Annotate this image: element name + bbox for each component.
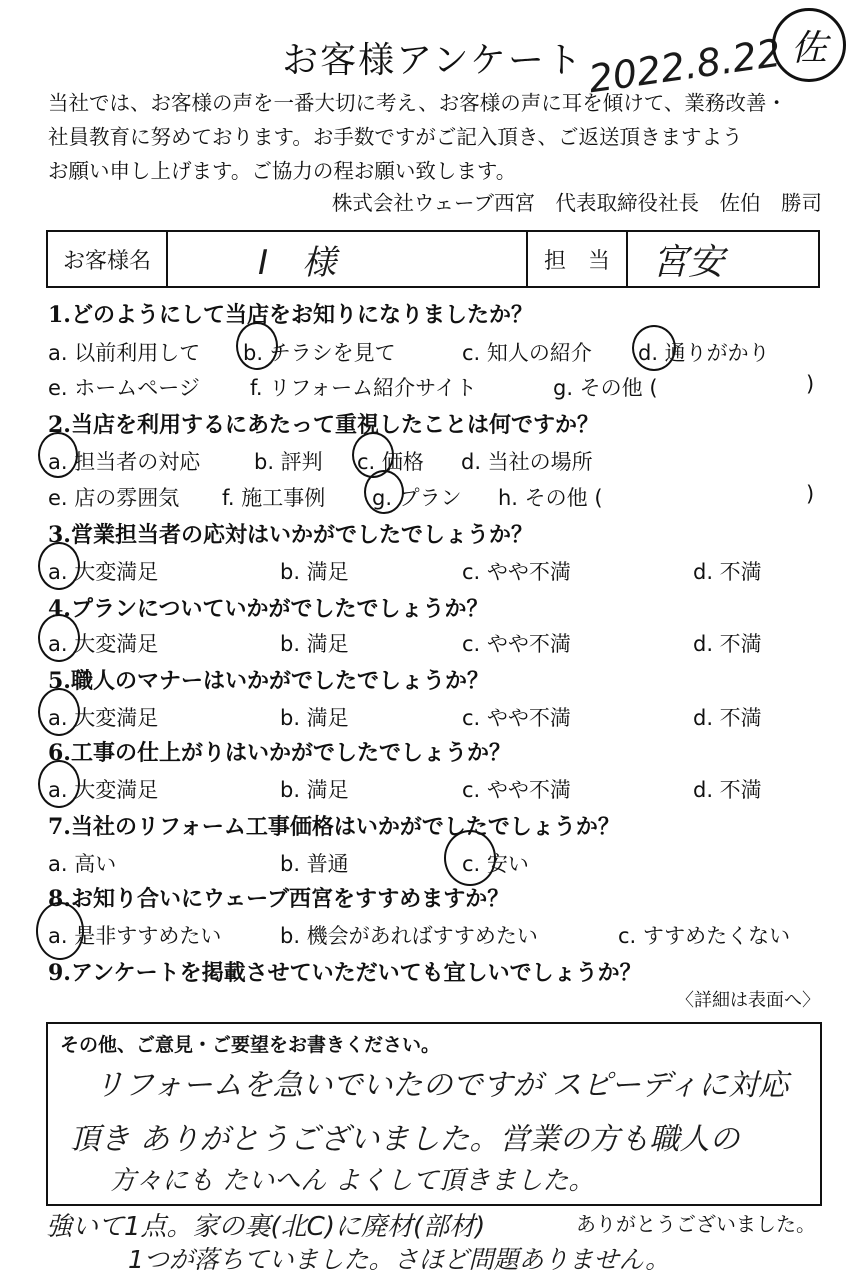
footer-handwritten-line-2: 1つが落ちていました。さほど問題ありません。 bbox=[128, 1245, 671, 1274]
q6-option-c[interactable]: c. やや不満 bbox=[462, 778, 571, 802]
question-text: プランについていかがでしたでしょうか？ bbox=[70, 596, 489, 622]
q2-option-g[interactable]: g. プラン bbox=[372, 486, 462, 510]
question-number: 2. bbox=[48, 412, 71, 438]
q5-option-c[interactable]: c. やや不満 bbox=[462, 706, 571, 730]
staff-cell bbox=[628, 232, 818, 286]
question-3 bbox=[48, 518, 533, 549]
question-number: 3. bbox=[48, 522, 71, 548]
answer-circle-q5-a bbox=[38, 688, 80, 736]
question-text: 当社のリフォーム工事価格はいかがでしたでしょうか？ bbox=[70, 814, 620, 840]
q8-option-c[interactable]: c. すすめたくない bbox=[618, 924, 791, 948]
question-6 bbox=[48, 736, 511, 767]
handwritten-date: 2022.8.22 bbox=[585, 30, 784, 102]
question-text: 当店を利用するにあたって重視したことは何ですか？ bbox=[70, 412, 599, 438]
q2-option-a[interactable]: a. 担当者の対応 bbox=[48, 450, 201, 474]
intro-line-3: お願い申し上げます。ご協力の程お願い致します。 bbox=[48, 159, 517, 183]
question-text: お知り合いにウェーブ西宮をすすめますか？ bbox=[70, 886, 510, 912]
customer-header-table bbox=[46, 230, 820, 288]
intro-line-1: 当社では、お客様の声を一番大切に考え、お客様の声に耳を傾けて、業務改善・ bbox=[48, 91, 787, 115]
question-1 bbox=[48, 298, 533, 329]
question-9 bbox=[48, 956, 642, 987]
question-number: 9. bbox=[48, 960, 71, 986]
answer-circle-q8-a bbox=[36, 902, 84, 960]
question-text: 職人のマナーはいかがでしたでしょうか？ bbox=[70, 668, 489, 694]
q6-option-b[interactable]: b. 満足 bbox=[280, 778, 349, 802]
q7-option-a[interactable]: a. 高い bbox=[48, 852, 117, 876]
answer-circle-q2-a bbox=[38, 432, 78, 478]
intro-line-2: 社員教育に努めております。お手数ですがご記入頂き、ご返送頂きますよう bbox=[48, 125, 743, 149]
q2-option-h[interactable]: h. その他 ( bbox=[498, 486, 603, 510]
q7-option-b[interactable]: b. 普通 bbox=[280, 852, 349, 876]
question-text: アンケートを掲載させていただいても宜しいでしょうか？ bbox=[70, 960, 642, 986]
q1-option-g-close: ) bbox=[806, 372, 815, 396]
customer-name-value: I 様 bbox=[258, 242, 337, 283]
comment-handwritten-line-3: 方々にも たいへん よくして頂きました。 bbox=[110, 1166, 595, 1196]
q5-option-b[interactable]: b. 満足 bbox=[280, 706, 349, 730]
question-number: 1. bbox=[48, 302, 71, 328]
stamp-text: 佐 bbox=[790, 27, 827, 69]
staff-label: 担 当 bbox=[528, 232, 628, 286]
answer-circle-q2-g bbox=[364, 470, 404, 514]
question-text: どのようにして当店をお知りになりましたか？ bbox=[70, 302, 533, 328]
q2-option-h-close: ) bbox=[806, 482, 815, 506]
q7-option-c[interactable]: c. 安い bbox=[462, 852, 529, 876]
q1-option-a[interactable]: a. 以前利用して bbox=[48, 341, 201, 365]
question-number: 5. bbox=[48, 668, 71, 694]
question-number: 6. bbox=[48, 740, 71, 766]
q2-option-d[interactable]: d. 当社の場所 bbox=[461, 450, 593, 474]
customer-name-cell bbox=[168, 232, 528, 286]
footer-handwritten-line-1: 強いて1点。家の裏(北C)に廃材(部材) bbox=[46, 1212, 486, 1242]
q8-option-a[interactable]: a. 是非すすめたい bbox=[48, 924, 222, 948]
q4-option-c[interactable]: c. やや不満 bbox=[462, 632, 571, 656]
q1-option-f[interactable]: f. リフォーム紹介サイト bbox=[250, 376, 477, 400]
q6-option-d[interactable]: d. 不満 bbox=[693, 778, 762, 802]
q1-option-e[interactable]: e. ホームページ bbox=[48, 376, 200, 400]
question-8 bbox=[48, 882, 509, 913]
q2-option-c[interactable]: c. 価格 bbox=[357, 450, 424, 474]
answer-circle-q3-a bbox=[38, 542, 80, 590]
comment-handwritten-line-1: リフォームを急いでいたのですが スピーディに対応 bbox=[94, 1068, 789, 1103]
page-title: お客様アンケート bbox=[282, 40, 584, 81]
question-text: 工事の仕上がりはいかがでしたでしょうか？ bbox=[70, 740, 511, 766]
q4-option-b[interactable]: b. 満足 bbox=[280, 632, 349, 656]
customer-name-label: お客様名 bbox=[48, 232, 168, 286]
question-number: 7. bbox=[48, 814, 71, 840]
footer-thanks: ありがとうございました。 bbox=[576, 1212, 816, 1236]
q5-option-a[interactable]: a. 大変満足 bbox=[48, 706, 159, 730]
question-5 bbox=[48, 664, 489, 695]
staff-value: 宮安 bbox=[652, 241, 725, 283]
detail-note: 〈詳細は表面へ〉 bbox=[676, 990, 820, 1011]
question-number: 8. bbox=[48, 886, 71, 912]
q3-option-a[interactable]: a. 大変満足 bbox=[48, 560, 159, 584]
question-text: 営業担当者の応対はいかがでしたでしょうか？ bbox=[70, 522, 533, 548]
question-4 bbox=[48, 592, 489, 623]
question-7 bbox=[48, 810, 620, 841]
q3-option-d[interactable]: d. 不満 bbox=[693, 560, 762, 584]
comment-label: その他、ご意見・ご要望をお書きください。 bbox=[60, 1034, 441, 1056]
answer-circle-q7-c bbox=[444, 830, 496, 886]
q1-option-d[interactable]: d. 通りがかり bbox=[638, 341, 770, 365]
answer-circle-q1-b bbox=[236, 322, 278, 370]
q2-option-e[interactable]: e. 店の雰囲気 bbox=[48, 486, 180, 510]
question-number: 4. bbox=[48, 596, 71, 622]
q1-option-c[interactable]: c. 知人の紹介 bbox=[462, 341, 592, 365]
q6-option-a[interactable]: a. 大変満足 bbox=[48, 778, 159, 802]
company-signature: 株式会社ウェーブ西宮 代表取締役社長 佐伯 勝司 bbox=[331, 191, 822, 215]
question-2 bbox=[48, 408, 599, 439]
q3-option-b[interactable]: b. 満足 bbox=[280, 560, 349, 584]
signature-stamp bbox=[772, 8, 846, 82]
q8-option-b[interactable]: b. 機会があればすすめたい bbox=[280, 924, 538, 948]
q4-option-a[interactable]: a. 大変満足 bbox=[48, 632, 159, 656]
q5-option-d[interactable]: d. 不満 bbox=[693, 706, 762, 730]
q1-option-b[interactable]: b. チラシを見て bbox=[243, 341, 396, 365]
q3-option-c[interactable]: c. やや不満 bbox=[462, 560, 571, 584]
q2-option-b[interactable]: b. 評判 bbox=[254, 450, 323, 474]
answer-circle-q4-a bbox=[38, 614, 80, 662]
q2-option-f[interactable]: f. 施工事例 bbox=[222, 486, 326, 510]
answer-circle-q1-d bbox=[632, 325, 676, 371]
answer-circle-q6-a bbox=[38, 760, 80, 808]
q4-option-d[interactable]: d. 不満 bbox=[693, 632, 762, 656]
comment-handwritten-line-2: 頂き ありがとうございました。営業の方も職人の bbox=[70, 1122, 740, 1157]
q1-option-g[interactable]: g. その他 ( bbox=[553, 376, 658, 400]
